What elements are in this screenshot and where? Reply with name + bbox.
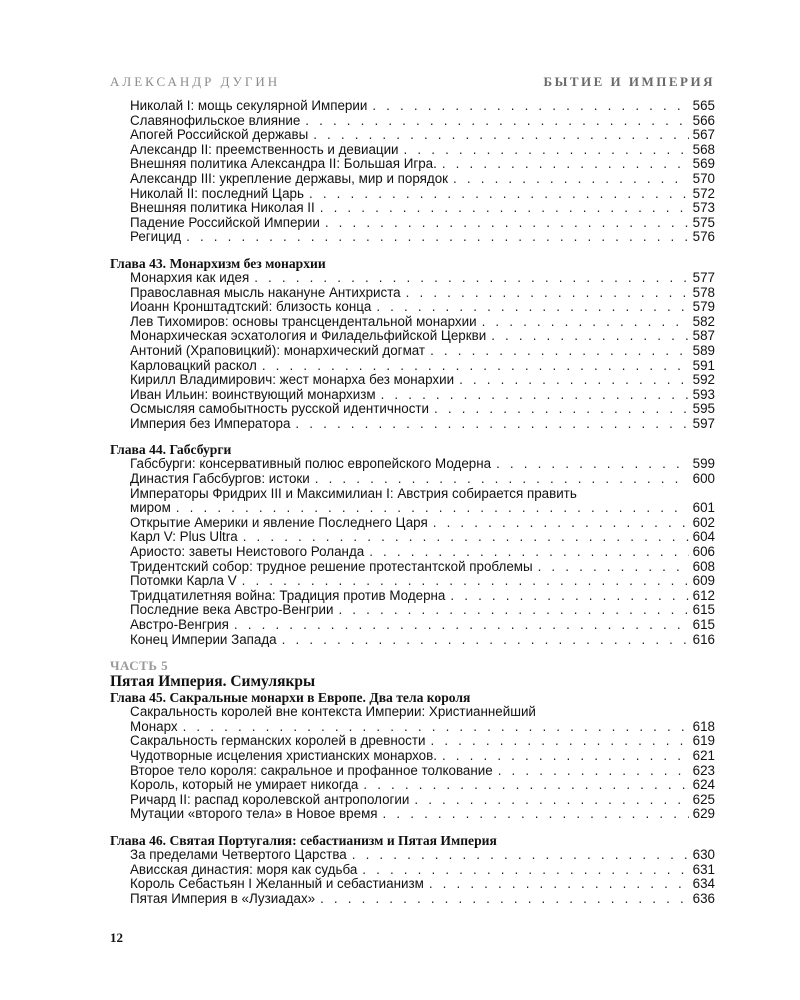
dot-leader	[491, 457, 689, 472]
dot-leader	[425, 734, 688, 749]
chapter-heading[interactable]: Глава 45. Сакральные монархи в Европе. Два тела короля	[110, 690, 471, 706]
toc-entry-title: Карловацкий раскол	[130, 357, 257, 373]
toc-entry-title: За пределами Четвертого Царства	[130, 846, 347, 862]
toc-entry-page: 606	[692, 544, 715, 560]
toc-entry-title: Второе тело короля: сакральное и профанное толкование	[130, 762, 493, 778]
toc-entry-title: Осмысляя самобытность русской идентичности	[130, 401, 430, 417]
toc-entry-page: 608	[692, 558, 715, 574]
toc-entry-page: 630	[692, 846, 715, 862]
toc-entry-title: Иоанн Кронштадтский: близость конца	[130, 299, 372, 315]
dot-leader	[477, 315, 689, 330]
toc-entry[interactable]	[110, 764, 715, 779]
toc-entry[interactable]	[110, 848, 715, 863]
dot-leader	[171, 501, 689, 516]
toc-entry-page: 597	[692, 415, 715, 431]
toc-entry[interactable]	[110, 793, 715, 808]
toc-entry-title: Король, который не умирает никогда	[130, 777, 359, 793]
dot-leader	[429, 402, 689, 417]
toc-entry-page: 619	[692, 733, 715, 749]
dot-leader	[178, 720, 689, 735]
toc-entry[interactable]	[110, 807, 715, 822]
toc-entry-page: 601	[692, 500, 715, 516]
running-head-book-title: БЫТИЕ И ИМПЕРИЯ	[543, 74, 715, 89]
toc-entry-page: 634	[692, 876, 715, 892]
toc-entry-title: Чудотворные исцеления христианских монархов.	[130, 747, 437, 763]
toc-entry-title: Александр III: укрепление державы, мир и порядок	[130, 170, 449, 186]
toc-entry-title: Ариосто: заветы Неистового Роланда	[130, 544, 365, 560]
toc-entry-page: 629	[692, 806, 715, 822]
toc-entry-page: 599	[692, 456, 715, 472]
dot-leader	[308, 128, 688, 143]
toc-entry-page: 600	[692, 471, 715, 487]
toc-entry-title: Династия Габсбургов: истоки	[130, 471, 310, 487]
toc-entry-title: Николай II: последний Царь	[130, 185, 304, 201]
toc-entry[interactable]	[110, 589, 715, 604]
running-head-author: АЛЕКСАНДР ДУГИН	[110, 74, 281, 89]
toc-entry-title: Ричард II: распад королевской антропологии	[130, 791, 410, 807]
toc-entry[interactable]	[110, 271, 715, 286]
dot-leader	[249, 271, 688, 286]
toc-entry-page: 625	[692, 791, 715, 807]
dot-leader	[181, 230, 689, 245]
toc-entry-page: 565	[692, 98, 715, 113]
toc-entry-title: Тридентский собор: трудное решение протестантской проблемы	[130, 558, 533, 574]
toc-entry-page: 593	[692, 386, 715, 402]
toc-entry-page: 577	[692, 269, 715, 285]
toc-entry[interactable]	[110, 516, 715, 531]
toc-entry-title: Потомки Карла V	[130, 573, 237, 589]
dot-leader	[371, 300, 688, 315]
toc-entry-title: Николай I: мощь секулярной Империи	[130, 98, 368, 113]
chapter-heading[interactable]: Глава 43. Монархизм без монархии	[110, 255, 326, 271]
part-label: ЧАСТЬ 5	[110, 658, 169, 674]
dot-leader	[437, 157, 689, 172]
toc-entry[interactable]	[110, 230, 715, 245]
toc-entry[interactable]	[110, 545, 715, 560]
toc-entry[interactable]	[110, 618, 715, 633]
toc-entry-title: Сакральность германских королей в древности	[130, 733, 426, 749]
toc-entry[interactable]	[110, 99, 715, 114]
dot-leader	[425, 344, 689, 359]
dot-leader	[445, 589, 688, 604]
toc-entry-page: 604	[692, 529, 715, 545]
toc-entry-title: Монарх	[130, 718, 178, 734]
toc-entry-page: 578	[692, 284, 715, 300]
toc-entry-page: 621	[692, 747, 715, 763]
toc-entry-title: Монархия как идея	[130, 269, 250, 285]
toc-entry-title: Лев Тихомиров: основы трансцендентальной монархии	[130, 313, 477, 329]
toc-entry-title: Тридцатилетняя война: Традиция против Модерна	[130, 587, 446, 603]
toc-entry-title: Последние века Австро-Венгрии	[130, 602, 334, 618]
toc-entry-title: Славянофильское влияние	[130, 112, 301, 128]
toc-entry-page: 587	[692, 328, 715, 344]
dot-leader	[358, 778, 688, 793]
toc-entry[interactable]	[110, 373, 715, 388]
toc-entry[interactable]	[110, 778, 715, 793]
dot-leader	[448, 172, 689, 187]
toc-entry-page: 595	[692, 401, 715, 417]
toc-entry[interactable]	[110, 157, 715, 172]
toc-entry-page: 572	[692, 185, 715, 201]
toc-entry[interactable]	[110, 877, 715, 892]
dot-leader	[378, 807, 689, 822]
toc-entry-page: 623	[692, 762, 715, 778]
dot-leader	[364, 545, 688, 560]
toc-entry[interactable]	[110, 359, 715, 374]
toc-entry-title: Мутации «второго тела» в Новое время	[130, 806, 378, 822]
toc-entry-title: миром	[130, 500, 171, 516]
toc-entry-page: 592	[692, 372, 715, 388]
dot-leader	[424, 877, 689, 892]
toc-entry-page: 568	[692, 141, 715, 157]
part-title: Пятая Империя. Симулякры	[110, 673, 316, 691]
toc-entry-page: 567	[692, 127, 715, 143]
toc-entry-page: 609	[692, 573, 715, 589]
toc-entry[interactable]	[110, 402, 715, 417]
dot-leader	[428, 516, 689, 531]
toc-entry[interactable]	[110, 187, 715, 202]
toc-entry-page: 573	[692, 200, 715, 216]
toc-entry[interactable]	[110, 574, 715, 589]
toc-entry-page: 575	[692, 214, 715, 230]
dot-leader	[399, 143, 689, 158]
chapter-heading[interactable]: Глава 46. Святая Португалия: себастианизм и Пятая Империя	[110, 832, 497, 848]
toc-entry-page: 615	[692, 602, 715, 618]
toc-entry[interactable]	[110, 315, 715, 330]
dot-leader	[409, 793, 688, 808]
dot-leader	[277, 633, 689, 648]
dot-leader	[347, 848, 689, 863]
dot-leader	[454, 373, 689, 388]
dot-leader	[290, 417, 688, 432]
dot-leader	[257, 359, 689, 374]
dot-leader	[367, 99, 688, 114]
toc-entry-title: Австро-Венгрия	[130, 617, 229, 632]
toc-entry-first-line[interactable]: Сакральность королей вне контекста Империи: Христианнейший	[130, 704, 536, 720]
toc-entry-page: 636	[692, 890, 715, 906]
toc-entry-title: Антоний (Храповицкий): монархический догмат	[130, 342, 426, 358]
toc-entry-title: Кирилл Владимирович: жест монарха без монархии	[130, 372, 455, 388]
toc-entry-page: 631	[692, 861, 715, 877]
toc-entry-page: 570	[692, 170, 715, 186]
dot-leader	[315, 201, 689, 216]
toc-entry-title: Ависская династия: моря как судьба	[130, 861, 358, 877]
toc-entry-title: Открытие Америки и явление Последнего Царя	[130, 514, 428, 530]
toc-entry-title: Регицид	[130, 229, 182, 245]
dot-leader	[357, 863, 688, 878]
toc-entry[interactable]	[110, 501, 715, 516]
toc-entry-page: 618	[692, 718, 715, 734]
toc-entry[interactable]	[110, 633, 715, 648]
dot-leader	[493, 764, 689, 779]
toc-entry-title: Конец Империи Запада	[130, 631, 277, 647]
dot-leader	[533, 560, 689, 575]
toc-entry-title: Король Себастьян I Желанный и себастианизм	[130, 876, 424, 892]
toc-entry-title: Православная мысль накануне Антихриста	[130, 284, 401, 300]
toc-entry-page: 566	[692, 112, 715, 128]
toc-entry-page: 591	[692, 357, 715, 373]
dot-leader	[310, 472, 689, 487]
page	[110, 70, 715, 950]
toc-entry[interactable]	[110, 892, 715, 907]
toc-entry[interactable]	[110, 388, 715, 403]
toc-entry-title: Монархическая эсхатология и Филадельфийской Церкви	[130, 328, 487, 344]
running-head	[110, 70, 715, 92]
dot-leader	[333, 603, 688, 618]
dot-leader	[437, 749, 689, 764]
toc-entry[interactable]	[110, 172, 715, 187]
page-number: 12	[110, 930, 123, 945]
toc-entry[interactable]	[110, 720, 715, 735]
toc-entry[interactable]	[110, 329, 715, 344]
toc-entry[interactable]	[110, 300, 715, 315]
dot-leader	[376, 388, 689, 403]
dot-leader	[315, 892, 689, 907]
toc-entry-title: Внешняя политика Александра II: Большая Игра.	[130, 156, 437, 172]
toc-entry[interactable]	[110, 734, 715, 749]
table-of-contents	[110, 99, 715, 906]
toc-entry[interactable]	[110, 457, 715, 472]
toc-entry[interactable]	[110, 201, 715, 216]
toc-entry-page: 579	[692, 299, 715, 315]
toc-entry[interactable]	[110, 216, 715, 231]
toc-entry-page: 569	[692, 156, 715, 172]
toc-entry[interactable]	[110, 560, 715, 575]
toc-entry-page: 624	[692, 777, 715, 793]
toc-entry-title: Иван Ильин: воинствующий монархизм	[130, 386, 376, 402]
toc-entry[interactable]	[110, 344, 715, 359]
toc-entry[interactable]	[110, 863, 715, 878]
dot-leader	[237, 574, 689, 589]
toc-entry-title: Падение Российской Империи	[130, 214, 320, 230]
dot-leader	[238, 530, 689, 545]
dot-leader	[229, 618, 689, 633]
toc-entry-title: Габсбурги: консервативный полюс европейского Модерна	[130, 456, 492, 472]
toc-entry-page: 589	[692, 342, 715, 358]
toc-entry-page: 615	[692, 617, 715, 632]
toc-entry-title: Пятая Империя в «Лузиадах»	[130, 890, 316, 906]
toc-entry-page: 616	[692, 631, 715, 647]
dot-leader	[300, 114, 688, 129]
toc-entry[interactable]	[110, 472, 715, 487]
toc-entry-page: 612	[692, 587, 715, 603]
toc-entry-title: Апогей Российской державы	[130, 127, 309, 143]
chapter-heading[interactable]: Глава 44. Габсбурги	[110, 442, 232, 458]
dot-leader	[304, 187, 689, 202]
dot-leader	[320, 216, 689, 231]
toc-entry-title: Внешняя политика Николая II	[130, 200, 315, 216]
toc-entry-title: Александр II: преемственность и девиации	[130, 141, 399, 157]
toc-entry[interactable]	[110, 749, 715, 764]
toc-entry[interactable]	[110, 114, 715, 129]
dot-leader	[401, 286, 689, 301]
toc-entry[interactable]	[110, 128, 715, 143]
toc-entry-first-line[interactable]: Императоры Фридрих III и Максимилиан I: Австрия собирается править	[130, 485, 577, 501]
toc-entry-page: 602	[692, 514, 715, 530]
toc-entry[interactable]	[110, 417, 715, 432]
toc-entry[interactable]	[110, 603, 715, 618]
toc-entry[interactable]	[110, 143, 715, 158]
dot-leader	[486, 329, 688, 344]
toc-entry-title: Карл V: Plus Ultra	[130, 529, 238, 545]
toc-entry-page: 582	[692, 313, 715, 329]
toc-entry-page: 576	[692, 229, 715, 245]
toc-entry[interactable]	[110, 286, 715, 301]
toc-entry-title: Империя без Императора	[130, 415, 291, 431]
toc-entry[interactable]	[110, 530, 715, 545]
